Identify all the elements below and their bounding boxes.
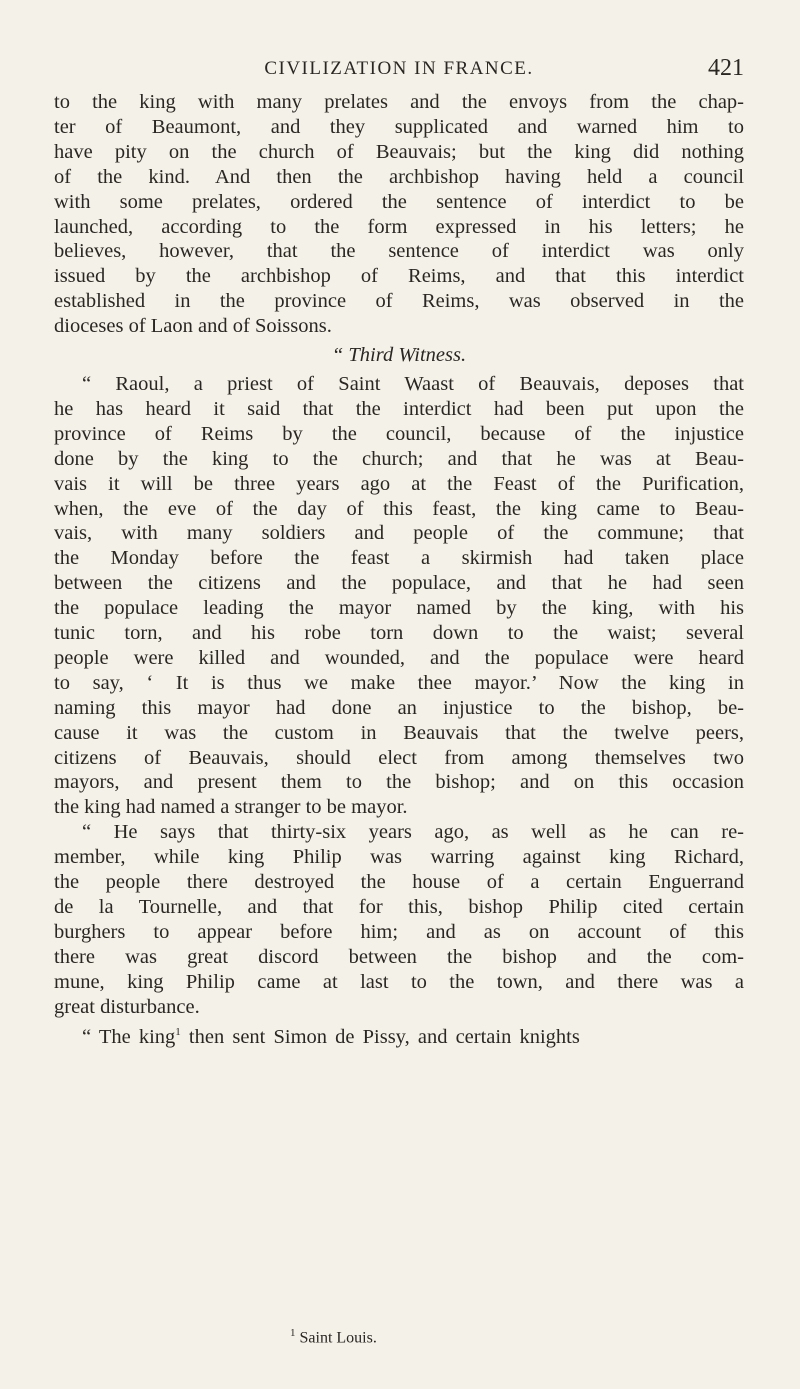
text-line: have pity on the church of Beauvais; but the king did nothing xyxy=(54,140,744,163)
body-text xyxy=(54,90,744,1049)
text-line: mune, king Philip came at last to the town, and there was a xyxy=(54,970,744,993)
text-line: to say, ‘ It is thus we make thee mayor.’ Now the king in xyxy=(54,671,744,694)
text-line: “ Raoul, a priest of Saint Waast of Beauvais, deposes that xyxy=(82,372,744,395)
text-line: de la Tournelle, and that for this, bishop Philip cited certain xyxy=(54,896,744,918)
text-line: the populace leading the mayor named by the king, with his xyxy=(54,597,744,620)
text-line: when, the eve of the day of this feast, the king came to Beau- xyxy=(54,497,744,520)
text-line: vais it will be three years ago at the Feast of the Purification, xyxy=(54,472,744,495)
text-line: dioceses of Laon and of Soissons. xyxy=(54,315,332,338)
text-line: burghers to appear before him; and as on account of this xyxy=(54,920,744,943)
text-line: with some prelates, ordered the sentence of interdict to be xyxy=(54,190,744,213)
text-line: province of Reims by the council, because of the injustice xyxy=(54,422,744,445)
text-line: mayors, and present them to the bishop; and on this occasion xyxy=(54,771,744,794)
text-line: between the citizens and the populace, and that he had seen xyxy=(54,572,744,595)
text-line: tunic torn, and his robe torn down to the waist; several xyxy=(54,622,744,645)
text-line: “ He says that thirty-six years ago, as well as he can re- xyxy=(82,821,744,844)
text-line: people were killed and wounded, and the populace were heard xyxy=(54,646,744,669)
section-heading: “ Third Witness. xyxy=(331,344,467,367)
text-line: done by the king to the church; and that he was at Beau- xyxy=(54,447,744,470)
text-line: to the king with many prelates and the envoys from the chap- xyxy=(54,91,744,113)
footnote-text: Saint Louis. xyxy=(295,1329,377,1347)
running-title: CIVILIZATION IN FRANCE. xyxy=(264,58,534,79)
footnote-marker: 1 xyxy=(290,1327,296,1339)
text-line: vais, with many soldiers and people of the commune; that xyxy=(54,522,744,545)
text-fragment: then sent Simon de Pissy, and certain knights xyxy=(180,1025,580,1048)
footnote-reference: 1 xyxy=(175,1025,181,1038)
page-number: 421 xyxy=(708,55,744,81)
text-line: naming this mayor had done an injustice to the bishop, be- xyxy=(54,696,744,719)
text-line: there was great discord between the bishop and the com- xyxy=(54,945,744,968)
text-line: great disturbance. xyxy=(54,995,200,1018)
text-line: established in the province of Reims, was observed in the xyxy=(54,290,744,313)
text-line: the king had named a stranger to be mayor. xyxy=(54,796,408,819)
running-head xyxy=(54,55,744,88)
text-line: ter of Beaumont, and they supplicated and warned him to xyxy=(54,115,744,138)
text-line: member, while king Philip was warring against king Richard, xyxy=(54,846,744,869)
text-line: launched, according to the form expressed in his letters; he xyxy=(54,215,744,238)
text-line: believes, however, that the sentence of interdict was only xyxy=(54,240,744,263)
text-line: he has heard it said that the interdict had been put upon the xyxy=(54,397,744,420)
text-line: of the kind. And then the archbishop having held a council xyxy=(54,165,744,188)
text-fragment: “ The king xyxy=(82,1025,176,1048)
text-line: cause it was the custom in Beauvais that the twelve peers, xyxy=(54,721,744,744)
footnote xyxy=(290,1327,377,1347)
text-line xyxy=(54,1020,744,1050)
text-line: citizens of Beauvais, should elect from among themselves two xyxy=(54,746,744,769)
text-line: the people there destroyed the house of a certain Enguerrand xyxy=(54,871,744,894)
text-line: the Monday before the feast a skirmish had taken place xyxy=(54,547,744,570)
text-line: issued by the archbishop of Reims, and that this interdict xyxy=(54,265,744,288)
